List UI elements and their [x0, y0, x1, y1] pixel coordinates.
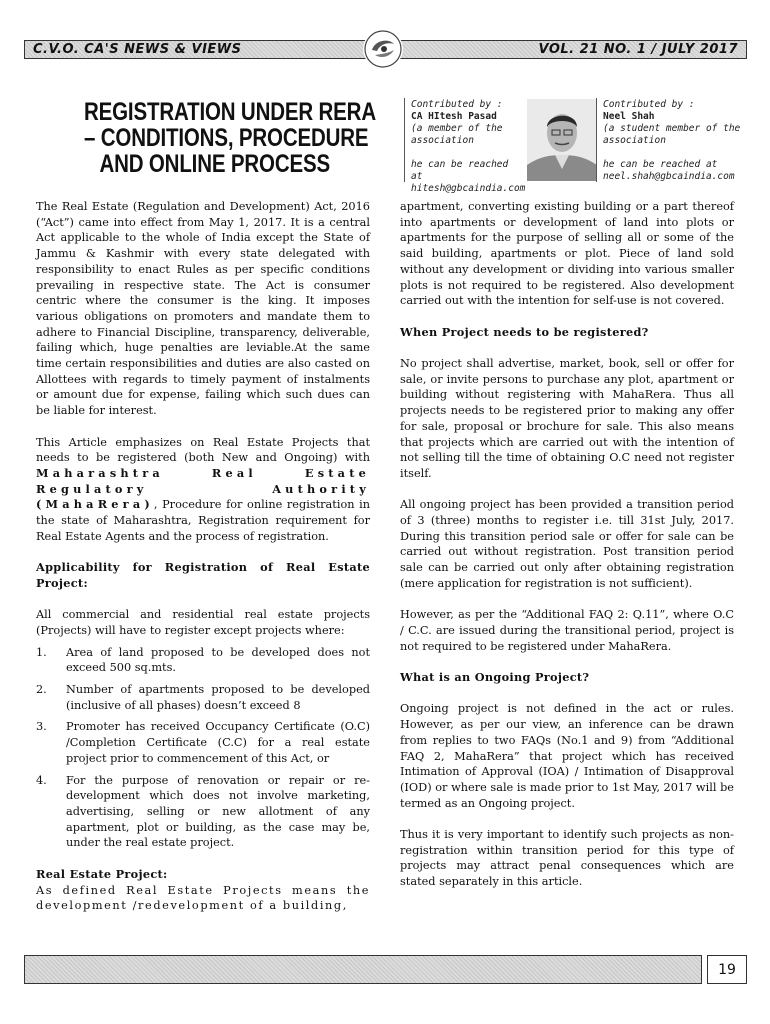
page-number: 19 [707, 955, 747, 984]
contributor-2-info [603, 99, 748, 183]
list-number: 3. [36, 720, 47, 734]
list-number: 2. [36, 683, 47, 697]
importance-paragraph: Thus it is very important to identify such projects as non-registration within transition period for this type of projects may attract penal consequences which are stated separately in this article. [400, 828, 734, 889]
list-text: For the purpose of renovation or repair or re-development which does not involve marketing, advertising, selling or new allotment of any apartment, plot or building, as the case may be, under the real estate project. [66, 773, 370, 850]
definition-paragraph: As defined Real Estate Projects means the development /redevelopment of a building, [36, 883, 370, 913]
registration-requirement-paragraph: No project shall advertise, market, book, sell or offer for sale, or invite persons to purchase any plot, apartment or building without registering with MahaRera. Thus all projects needs to be registered prior to making any offer for sale, proposal or brochure for sale. This also means that projects which are carried out with the intention of not selling till the time of obtaining O.C need not register itself. [400, 357, 734, 480]
title-line-1: REGISTRATION UNDER RERA [84, 98, 376, 126]
contributor-2-role: (a student member of the association [603, 123, 741, 146]
list-number: 4. [36, 773, 47, 787]
list-item [36, 773, 370, 852]
contributor-2-reach: he can be reached at [603, 159, 718, 170]
when-registered-heading: When Project needs to be registered? [400, 324, 649, 339]
scope-text: This Article emphasizes on Real Estate Projects that needs to be registered (both New and Ongoing) with [36, 435, 370, 465]
list-text: Area of land proposed to be developed does not exceed 500 sq.mts. [66, 645, 370, 675]
left-column [36, 199, 370, 930]
association-logo-icon [363, 29, 403, 69]
contributor-2-label: Contributed by : [603, 99, 695, 110]
transition-period-paragraph: All ongoing project has been provided a transition period of 3 (three) months to register i.e. till 31st July, 2017. During this transition period sale or offer for sale can be carried out without registration. Post transition period sale can be carried out only after obtaining registration (mere application for registration is not sufficient). [400, 498, 734, 590]
footer-bar [24, 955, 702, 984]
applicability-heading: Applicability for Registration of Real Estate Project: [36, 560, 370, 590]
contributor-1-reach: he can be reached at [411, 159, 509, 182]
divider-line [404, 98, 405, 182]
title-line-2: – CONDITIONS, PROCEDURE [84, 124, 369, 152]
list-number: 1. [36, 645, 47, 659]
contributor-1-role: (a member of the association [411, 123, 503, 146]
faq-paragraph: However, as per the “Additional FAQ 2: Q.11”, where O.C / C.C. are issued during the transitional period, project is not required to be registered under MahaRera. [400, 608, 734, 653]
contributor-1-email: hitesh@gbcaindia.com [411, 183, 526, 194]
applicability-paragraph: All commercial and residential real estate projects (Projects) will have to register except projects where: [36, 608, 370, 637]
article-title [84, 98, 376, 178]
ongoing-definition-paragraph: Ongoing project is not defined in the act or rules. However, as per our view, an inference can be drawn from replies to two FAQs (No.1 and 9) from “Additional FAQ 2, MahaRera” that project which has received Intimation of Approval (IOA) / Intimation of Disapproval (IOD) or where sale is made prior to 1st May, 2017 will be termed as an Ongoing project. [400, 702, 734, 810]
publication-title: C.V.O. CA'S NEWS & VIEWS [33, 42, 242, 57]
divider-line [596, 98, 597, 182]
definition-continued-paragraph: apartment, converting existing building or a part thereof into apartments or development of land into plots or apartments for the purpose of selling all or some of the said building, apartments or plot. Piece of land sold without any development or dividing into various smaller plots is not required to be registered. Also development carried out with the intention for self-use is not covered. [400, 200, 734, 308]
ongoing-project-heading: What is an Ongoing Project? [400, 670, 590, 685]
exceptions-list [36, 645, 370, 851]
scope-paragraph [36, 435, 370, 545]
list-text: Promoter has received Occupancy Certificate (O.C) /Completion Certificate (C.C) for a real estate project prior to commencement of this Act, or [66, 720, 370, 765]
title-line-3: AND ONLINE PROCESS [99, 150, 330, 178]
contributor-2-name: Neel Shah [603, 111, 655, 122]
contributor-1-info [411, 99, 526, 195]
scope-text-end: , Procedure for online registration in the state of Maharashtra, Registration requirement for Real Estate Agents and the process of registration. [36, 498, 370, 543]
authority-name: Maharashtra Real Estate Regulatory Authority (MahaRera) [36, 465, 370, 512]
contributor-2-email: neel.shah@gbcaindia.com [603, 171, 735, 182]
list-text: Number of apartments proposed to be developed (inclusive of all phases) doesn’t exceed 8 [66, 683, 370, 712]
list-item [36, 645, 370, 676]
intro-paragraph: The Real Estate (Regulation and Development) Act, 2016 (“Act”) came into effect from May 1, 2017. It is a central Act applicable to the whole of India except the State of Jammu & Kashmir with every state delegated with responsibility to enact Rules as per specific conditions prevailing in respective state. The Act is consumer centric where the consumer is the king. It imposes various obligations on promoters and mandate them to adhere to Financial Discipline, transparency, deliverable, failing which, huge penalties are leviable.At the same time certain responsibilities and duties are also casted on Allottees with regards to timely payment of instalments or amount due for expense, failing which such dues can be liable for interest. [36, 200, 370, 418]
right-column [400, 199, 734, 906]
contributor-1-name: CA HItesh Pasad [411, 111, 497, 122]
contributor-1-photo [527, 99, 597, 181]
real-estate-project-heading: Real Estate Project: [36, 867, 168, 882]
contributor-1-label: Contributed by : [411, 99, 503, 110]
list-item [36, 719, 370, 766]
list-item [36, 682, 370, 713]
issue-info: VOL. 21 NO. 1 / JULY 2017 [538, 42, 738, 57]
